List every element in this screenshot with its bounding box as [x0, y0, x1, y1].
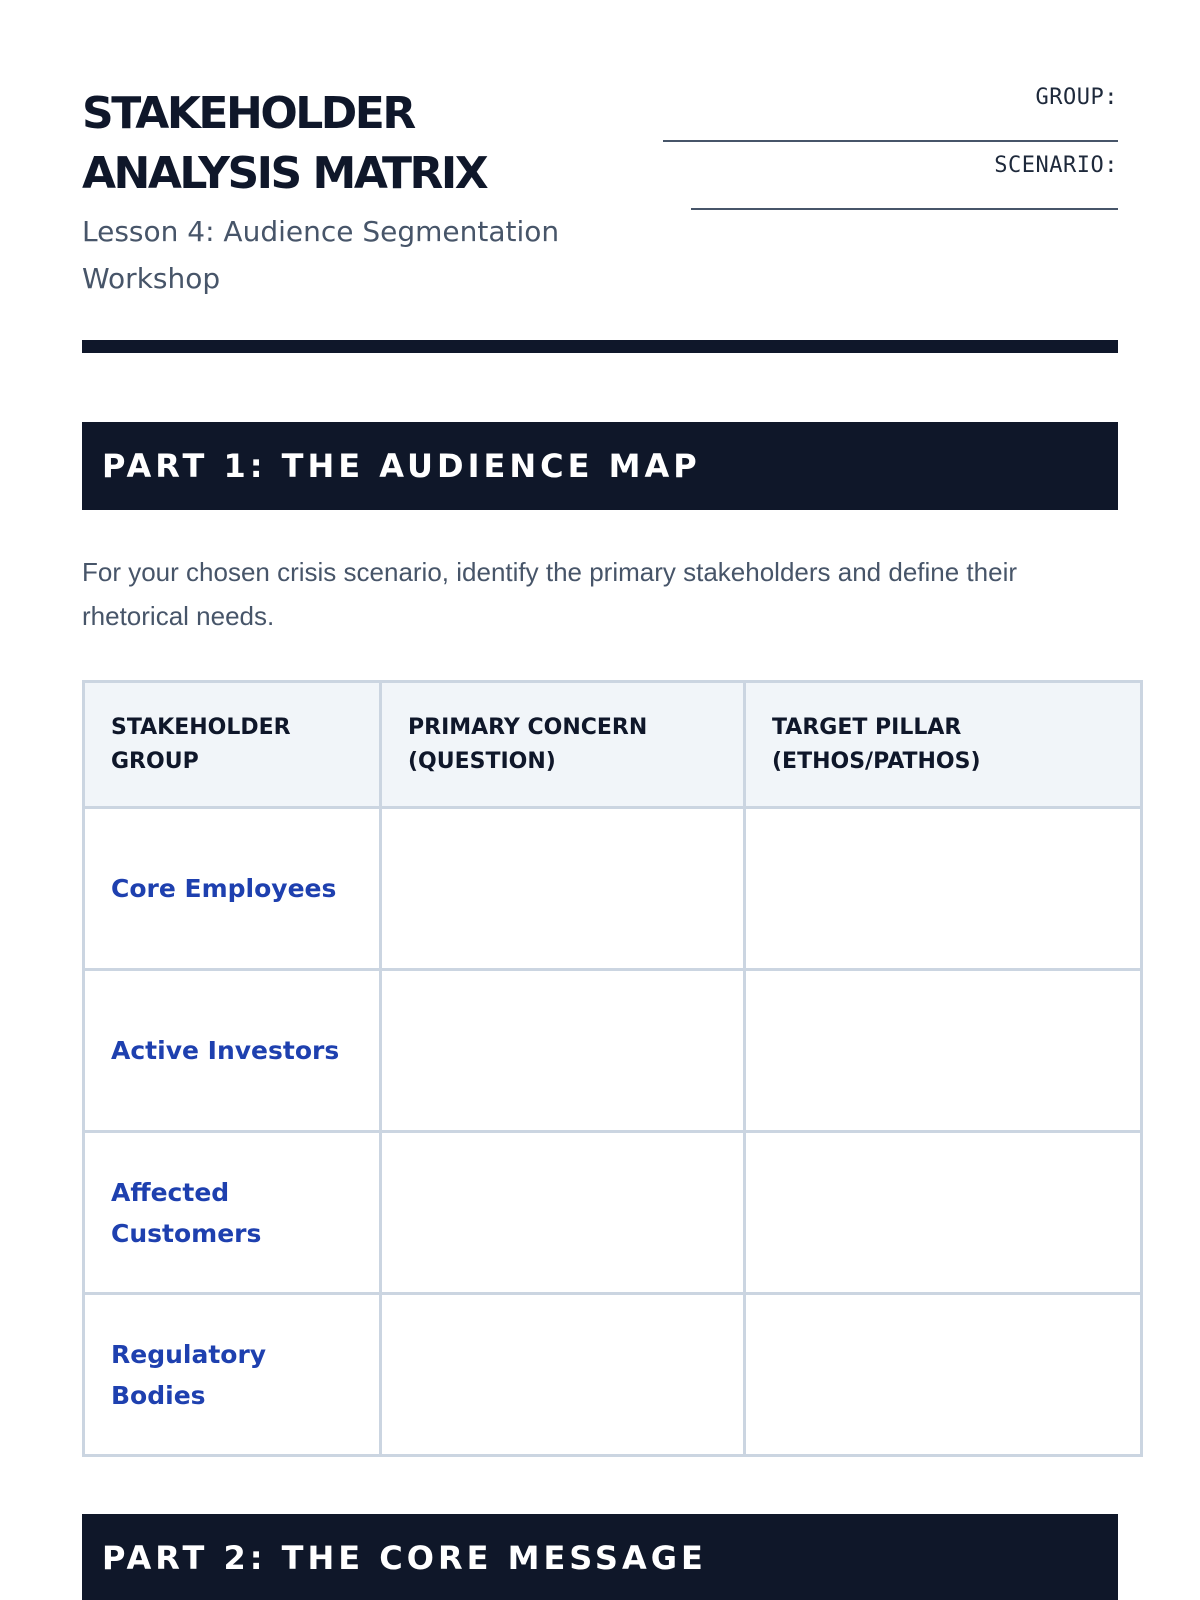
- page-subtitle: Lesson 4: Audience Segmentation Workshop: [82, 215, 560, 295]
- column-header-primary-concern: PRIMARY CONCERN (QUESTION): [381, 682, 745, 808]
- primary-concern-cell[interactable]: [381, 808, 745, 970]
- title-line-2: ANALYSIS MATRIX: [82, 148, 487, 199]
- column-header-stakeholder-group: STAKEHOLDER GROUP: [84, 682, 381, 808]
- title-block: [82, 84, 602, 302]
- scenario-blank-line[interactable]: [691, 208, 1118, 210]
- part1-heading: PART 1: THE AUDIENCE MAP: [82, 422, 1118, 510]
- target-pillar-cell[interactable]: [745, 1294, 1142, 1456]
- group-blank-line[interactable]: [663, 140, 1118, 142]
- target-pillar-cell[interactable]: [745, 970, 1142, 1132]
- scenario-field[interactable]: [658, 148, 1118, 216]
- primary-concern-cell[interactable]: [381, 970, 745, 1132]
- title-line-1: STAKEHOLDER: [82, 88, 414, 139]
- column-header-target-pillar: TARGET PILLAR (ETHOS/PATHOS): [745, 682, 1142, 808]
- stakeholder-matrix: [82, 680, 1143, 1457]
- stakeholder-group-cell: Affected Customers: [84, 1132, 381, 1294]
- header-divider: [82, 340, 1118, 353]
- table-row: [84, 1294, 1142, 1456]
- worksheet-meta: [658, 80, 1118, 216]
- target-pillar-cell[interactable]: [745, 808, 1142, 970]
- stakeholder-group-cell: Active Investors: [84, 970, 381, 1132]
- table-row: [84, 1132, 1142, 1294]
- scenario-label: SCENARIO:: [994, 153, 1118, 178]
- stakeholder-group-cell: Regulatory Bodies: [84, 1294, 381, 1456]
- target-pillar-cell[interactable]: [745, 1132, 1142, 1294]
- part2-heading: PART 2: THE CORE MESSAGE: [82, 1514, 1118, 1600]
- stakeholder-group-cell: Core Employees: [84, 808, 381, 970]
- primary-concern-cell[interactable]: [381, 1294, 745, 1456]
- primary-concern-cell[interactable]: [381, 1132, 745, 1294]
- table-row: [84, 808, 1142, 970]
- group-field[interactable]: [658, 80, 1118, 148]
- worksheet-header: [82, 0, 1118, 300]
- part1-instructions: For your chosen crisis scenario, identify the primary stakeholders and define their rhetorical needs.: [82, 557, 1017, 631]
- table-header-row: [84, 682, 1142, 808]
- page-title: [82, 84, 602, 204]
- group-label: GROUP:: [1035, 85, 1118, 110]
- table-row: [84, 970, 1142, 1132]
